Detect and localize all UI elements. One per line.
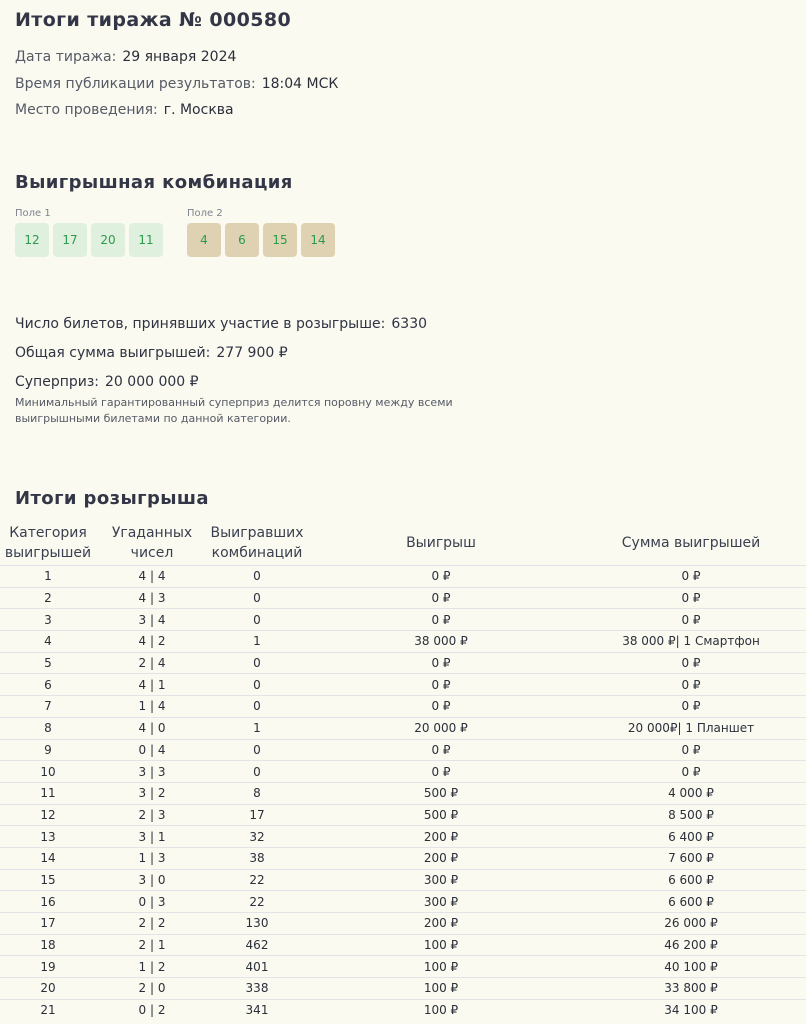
cell-winners: 22 (208, 891, 306, 913)
table-row (0, 934, 806, 956)
cell-total: 0 ₽ (576, 587, 806, 609)
cell-matched: 0 | 2 (96, 999, 208, 1020)
cell-category: 3 (0, 609, 96, 631)
cell-winners: 0 (208, 761, 306, 783)
table-row (0, 891, 806, 913)
cell-category: 7 (0, 696, 96, 718)
cell-prize: 0 ₽ (306, 587, 576, 609)
cell-matched: 1 | 2 (96, 956, 208, 978)
table-row (0, 804, 806, 826)
cell-total: 0 ₽ (576, 566, 806, 588)
table-row (0, 761, 806, 783)
field2-label: Поле 2 (187, 208, 223, 219)
cell-prize: 0 ₽ (306, 674, 576, 696)
cell-category: 18 (0, 934, 96, 956)
cell-winners: 22 (208, 869, 306, 891)
publish-time-value: 18:04 МСК (261, 76, 339, 92)
cell-category: 15 (0, 869, 96, 891)
superprize-note: Минимальный гарантированный суперприз делится поровну между всеми выигрышными билетами по данной категории. (15, 396, 453, 425)
cell-total: 26 000 ₽ (576, 913, 806, 935)
cell-category: 4 (0, 631, 96, 653)
cell-prize: 0 ₽ (306, 652, 576, 674)
cell-prize: 38 000 ₽ (306, 631, 576, 653)
cell-prize: 200 ₽ (306, 913, 576, 935)
cell-prize: 500 ₽ (306, 782, 576, 804)
table-row (0, 869, 806, 891)
cell-matched: 2 | 1 (96, 934, 208, 956)
draw-date-line (15, 49, 236, 65)
tickets-label: Число билетов, принявших участие в розыгрыше: (15, 316, 386, 332)
cell-total: 34 100 ₽ (576, 999, 806, 1020)
cell-prize: 0 ₽ (306, 696, 576, 718)
field1-ball: 12 (15, 223, 49, 257)
cell-category: 13 (0, 826, 96, 848)
table-row (0, 717, 806, 739)
cell-total: 0 ₽ (576, 761, 806, 783)
superprize-stat (15, 374, 199, 390)
table-row (0, 782, 806, 804)
cell-total: 6 600 ₽ (576, 891, 806, 913)
cell-winners: 17 (208, 804, 306, 826)
table-row (0, 566, 806, 588)
table-row (0, 956, 806, 978)
field1-ball: 20 (91, 223, 125, 257)
cell-matched: 3 | 1 (96, 826, 208, 848)
cell-matched: 3 | 2 (96, 782, 208, 804)
cell-matched: 0 | 3 (96, 891, 208, 913)
cell-category: 12 (0, 804, 96, 826)
cell-total: 0 ₽ (576, 696, 806, 718)
cell-total: 7 600 ₽ (576, 847, 806, 869)
cell-total: 46 200 ₽ (576, 934, 806, 956)
results-title: Итоги розыгрыша (15, 488, 209, 509)
col-header-matched: Угаданных чисел (111, 525, 193, 561)
superprize-value: 20 000 000 ₽ (105, 374, 199, 390)
cell-matched: 4 | 0 (96, 717, 208, 739)
cell-prize: 100 ₽ (306, 956, 576, 978)
cell-prize: 100 ₽ (306, 934, 576, 956)
cell-category: 11 (0, 782, 96, 804)
field2-ball: 4 (187, 223, 221, 257)
col-header-prize: Выигрыш (406, 535, 476, 551)
cell-total: 6 600 ₽ (576, 869, 806, 891)
cell-winners: 32 (208, 826, 306, 848)
cell-total: 33 800 ₽ (576, 978, 806, 1000)
field1-balls (15, 223, 163, 257)
place-label: Место проведения: (15, 102, 158, 118)
cell-total: 38 000 ₽| 1 Смартфон (576, 631, 806, 653)
cell-winners: 0 (208, 609, 306, 631)
cell-winners: 0 (208, 587, 306, 609)
field1-label: Поле 1 (15, 208, 51, 219)
table-row (0, 631, 806, 653)
cell-prize: 0 ₽ (306, 761, 576, 783)
cell-prize: 200 ₽ (306, 826, 576, 848)
cell-category: 17 (0, 913, 96, 935)
cell-category: 10 (0, 761, 96, 783)
col-header-total: Сумма выигрышей (621, 535, 761, 551)
table-row (0, 826, 806, 848)
cell-matched: 4 | 2 (96, 631, 208, 653)
cell-category: 19 (0, 956, 96, 978)
cell-category: 21 (0, 999, 96, 1020)
col-header-category: Категория выигрышей (4, 525, 92, 561)
cell-total: 40 100 ₽ (576, 956, 806, 978)
cell-total: 0 ₽ (576, 739, 806, 761)
draw-title: Итоги тиража № 000580 (15, 9, 292, 31)
tickets-stat (15, 316, 427, 332)
cell-category: 5 (0, 652, 96, 674)
field1-ball: 17 (53, 223, 87, 257)
total-value: 277 900 ₽ (216, 345, 288, 361)
cell-winners: 338 (208, 978, 306, 1000)
table-row (0, 739, 806, 761)
cell-matched: 3 | 4 (96, 609, 208, 631)
cell-winners: 401 (208, 956, 306, 978)
cell-category: 16 (0, 891, 96, 913)
draw-date-value: 29 января 2024 (122, 49, 237, 65)
field1-ball: 11 (129, 223, 163, 257)
table-row (0, 913, 806, 935)
cell-prize: 500 ₽ (306, 804, 576, 826)
cell-matched: 2 | 4 (96, 652, 208, 674)
table-row (0, 696, 806, 718)
cell-category: 8 (0, 717, 96, 739)
superprize-label: Суперприз: (15, 374, 100, 390)
draw-date-label: Дата тиража: (15, 49, 117, 65)
cell-total: 6 400 ₽ (576, 826, 806, 848)
cell-matched: 1 | 3 (96, 847, 208, 869)
field2-ball: 6 (225, 223, 259, 257)
cell-prize: 100 ₽ (306, 999, 576, 1020)
publish-time-label: Время публикации результатов: (15, 76, 256, 92)
cell-matched: 4 | 3 (96, 587, 208, 609)
cell-winners: 462 (208, 934, 306, 956)
results-table (0, 521, 806, 1020)
cell-matched: 1 | 4 (96, 696, 208, 718)
cell-winners: 1 (208, 717, 306, 739)
cell-prize: 20 000 ₽ (306, 717, 576, 739)
table-row (0, 999, 806, 1020)
cell-category: 6 (0, 674, 96, 696)
cell-winners: 0 (208, 652, 306, 674)
cell-total: 0 ₽ (576, 609, 806, 631)
cell-winners: 1 (208, 631, 306, 653)
cell-winners: 0 (208, 739, 306, 761)
cell-winners: 38 (208, 847, 306, 869)
cell-matched: 0 | 4 (96, 739, 208, 761)
field2-balls (187, 223, 335, 257)
tickets-value: 6330 (391, 316, 428, 332)
results-header-row (0, 521, 806, 566)
cell-prize: 100 ₽ (306, 978, 576, 1000)
cell-total: 0 ₽ (576, 674, 806, 696)
place-line (15, 102, 234, 118)
cell-total: 0 ₽ (576, 652, 806, 674)
cell-category: 9 (0, 739, 96, 761)
cell-prize: 200 ₽ (306, 847, 576, 869)
place-value: г. Москва (163, 102, 234, 118)
cell-matched: 3 | 0 (96, 869, 208, 891)
cell-category: 14 (0, 847, 96, 869)
cell-matched: 2 | 2 (96, 913, 208, 935)
cell-winners: 130 (208, 913, 306, 935)
cell-total: 8 500 ₽ (576, 804, 806, 826)
cell-winners: 0 (208, 674, 306, 696)
table-row (0, 652, 806, 674)
table-row (0, 847, 806, 869)
cell-matched: 4 | 4 (96, 566, 208, 588)
results-body (0, 566, 806, 1021)
cell-winners: 0 (208, 696, 306, 718)
col-header-winners: Выигравших комбинаций (210, 525, 304, 561)
cell-category: 1 (0, 566, 96, 588)
cell-category: 2 (0, 587, 96, 609)
table-row (0, 978, 806, 1000)
field2-ball: 14 (301, 223, 335, 257)
total-label: Общая сумма выигрышей: (15, 345, 211, 361)
cell-prize: 0 ₽ (306, 609, 576, 631)
cell-total: 4 000 ₽ (576, 782, 806, 804)
cell-total: 20 000₽| 1 Планшет (576, 717, 806, 739)
cell-matched: 2 | 0 (96, 978, 208, 1000)
table-row (0, 609, 806, 631)
cell-prize: 0 ₽ (306, 739, 576, 761)
table-row (0, 587, 806, 609)
combination-title: Выигрышная комбинация (15, 172, 293, 193)
cell-category: 20 (0, 978, 96, 1000)
publish-time-line (15, 76, 338, 92)
total-stat (15, 345, 288, 361)
cell-prize: 300 ₽ (306, 891, 576, 913)
cell-prize: 300 ₽ (306, 869, 576, 891)
cell-prize: 0 ₽ (306, 566, 576, 588)
cell-matched: 4 | 1 (96, 674, 208, 696)
cell-matched: 3 | 3 (96, 761, 208, 783)
field2-ball: 15 (263, 223, 297, 257)
cell-winners: 0 (208, 566, 306, 588)
cell-winners: 341 (208, 999, 306, 1020)
cell-matched: 2 | 3 (96, 804, 208, 826)
table-row (0, 674, 806, 696)
cell-winners: 8 (208, 782, 306, 804)
